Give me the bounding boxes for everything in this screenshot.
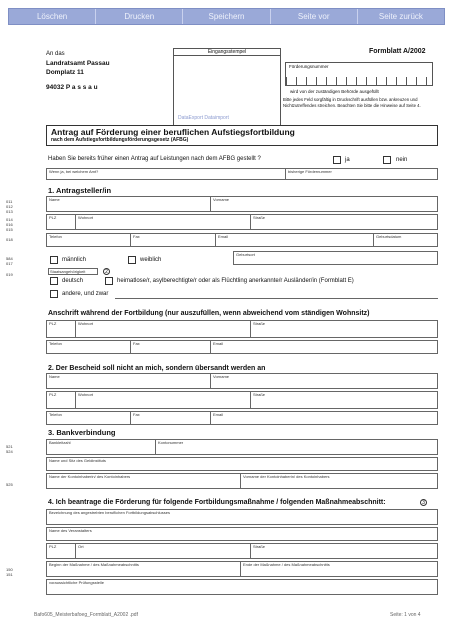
anschrift-telefon-label: Telefon: [49, 341, 62, 346]
anschrift-address-row[interactable]: [46, 320, 438, 338]
bankname-label: Name und Sitz des Geldinstituts: [49, 458, 106, 463]
bescheid-telefon-label: Telefon: [49, 412, 62, 417]
deutsch-checkbox[interactable]: [50, 277, 58, 285]
andere-label: andere, und zwar: [62, 291, 109, 297]
address-line-3: Domplatz 11: [46, 69, 84, 76]
bescheid-address-row[interactable]: [46, 391, 438, 409]
line-numbers-150: 150 151: [6, 567, 13, 577]
veranstalter-plz-label: PLZ: [49, 544, 57, 549]
section-1-heading: 1. Antragsteller/in: [48, 186, 112, 195]
strasse-label: Straße: [253, 215, 266, 220]
section-4-heading: 4. Ich beantrage die Förderung für folgende Fortbildungsmaßnahme / folgenden Maßnahmeabschnitt:: [48, 499, 386, 506]
bescheid-wohnort-label: Wohnort: [78, 392, 94, 397]
geburtsort-field[interactable]: [233, 251, 438, 265]
name-label: Name: [49, 197, 60, 202]
anschrift-wohnort-label: Wohnort: [78, 321, 94, 326]
bescheid-contact-row[interactable]: [46, 411, 438, 425]
nein-label: nein: [396, 157, 408, 163]
hinweis-3-icon: 3: [420, 499, 427, 506]
veranstalter-strasse-label: Straße: [253, 544, 266, 549]
bescheid-plz-label: PLZ: [49, 392, 57, 397]
amt-label: Wenn ja, bei welchem Amt?: [49, 169, 99, 174]
toolbar: [8, 8, 445, 25]
ende-label: Ende der Maßnahme / des Maßnahmeabschnitts: [243, 562, 330, 567]
section-2-heading: 2. Der Bescheid soll nicht an mich, sondern übersandt werden an: [48, 365, 266, 372]
anschrift-strasse-label: Straße: [253, 321, 266, 326]
bescheid-name-label: Name: [49, 374, 60, 379]
eingangsstempel-box: [173, 48, 281, 126]
heimatlos-label: heimatlose/r, asylberechtigte/r oder als Flüchtling anerkannte/r Ausländer/in (Formblatt E): [117, 278, 354, 284]
staatsangehoerigkeit-label: Staatsangehörigkeit: [50, 269, 86, 274]
line-numbers-525: 525: [6, 482, 13, 487]
line-numbers-011: 011 012 013: [6, 199, 13, 214]
hinweis-2-icon: 2: [103, 268, 110, 275]
kontoinhaber-name-label: Name der Kontoinhaberin/ des Kontoinhabers: [49, 474, 131, 479]
andere-checkbox[interactable]: [50, 290, 58, 298]
kontonummer-label: Kontonummer: [158, 440, 184, 445]
name-row[interactable]: [46, 196, 438, 212]
footer-page: Seite: 1 von 4: [390, 612, 421, 618]
fill-in-hint: Bitte jedes Feld sorgfältig in Druckschrift ausfüllen bzw. ankreuzen und Nichtzutreffendes streichen. Beachten Sie bitte die Hinweise auf Seite 4.: [283, 97, 421, 108]
anschrift-contact-row[interactable]: [46, 340, 438, 354]
seite-vor-button[interactable]: Seite vor: [271, 9, 358, 24]
bankleitzahl-label: Bankleitzahl: [49, 440, 71, 445]
footer-filename: Bafo605_Meisterbafoeg_Formblatt_A2002 .pdf: [34, 612, 138, 618]
veranstalter-ort-label: Ort: [78, 544, 84, 549]
address-row[interactable]: [46, 214, 438, 230]
address-line-1: An das: [46, 51, 65, 57]
line-numbers-014: 014 016 015: [6, 217, 13, 232]
bank-row[interactable]: [46, 439, 438, 455]
kontoinhaber-vorname-label: Vorname der Kontoinhaberin/ des Kontoinhabers: [243, 474, 330, 479]
veranstalter-address-row[interactable]: [46, 543, 438, 559]
anschrift-plz-label: PLZ: [49, 321, 57, 326]
drucken-button[interactable]: Drucken: [96, 9, 183, 24]
weiblich-checkbox[interactable]: [128, 256, 136, 264]
address-line-4: 94032 P a s s a u: [46, 84, 98, 91]
pruefungsstelle-label: voraussichtliche Prüfungsstelle: [49, 580, 104, 585]
recipient-address: [46, 50, 110, 92]
anschrift-fax-label: Fax: [133, 341, 140, 346]
foerderungsnummer-label: Förderungsnummer: [289, 64, 329, 69]
formblatt-label: Formblatt A/2002: [369, 48, 426, 55]
line-numbers-521: 521 524: [6, 444, 13, 454]
bescheid-email-label: Email: [213, 412, 224, 417]
form-title: Antrag auf Förderung einer beruflichen Aufstiegsfortbildung: [51, 127, 295, 137]
plz-label: PLZ: [49, 215, 57, 220]
maennlich-label: männlich: [62, 257, 87, 263]
foerderungsnummer-note: wird von der zuständigen Behörde ausgefüllt: [290, 89, 379, 94]
data-export-ghost-text: DataExport Dataimport: [178, 115, 229, 121]
heimatlos-checkbox[interactable]: [105, 277, 113, 285]
bezeichnung-label: Bezeichnung des angestrebten beruflichen Fortbildungsabschlusses: [49, 510, 170, 515]
line-numbers-019: 019: [6, 272, 13, 277]
loeschen-button[interactable]: Löschen: [9, 9, 96, 24]
bescheid-name-row[interactable]: [46, 373, 438, 389]
pruefungsstelle-row[interactable]: [46, 579, 438, 595]
speichern-button[interactable]: Speichern: [183, 9, 270, 24]
form-title-box: [46, 125, 438, 146]
veranstalter-row[interactable]: [46, 527, 438, 541]
fax-label: Fax: [133, 234, 140, 239]
foerderungsnummer-field[interactable]: [285, 62, 433, 86]
weiblich-label: weiblich: [140, 257, 162, 263]
bescheid-fax-label: Fax: [133, 412, 140, 417]
ja-label: ja: [345, 157, 350, 163]
previous-application-question: Haben Sie bereits früher einen Antrag auf Leistungen nach dem AFBG gestellt ?: [48, 156, 261, 162]
email-label: Email: [218, 234, 229, 239]
veranstalter-label: Name des Veranstalters: [49, 528, 92, 533]
seite-zurueck-button[interactable]: Seite zurück: [378, 12, 423, 21]
geburtsort-label: Geburtsort: [236, 252, 255, 257]
eingangsstempel-label: Eingangsstempel: [174, 49, 280, 56]
bescheid-strasse-label: Straße: [253, 392, 266, 397]
line-numbers-584: 584 017: [6, 256, 13, 266]
ja-checkbox[interactable]: [333, 156, 341, 164]
anschrift-email-label: Email: [213, 341, 224, 346]
bescheid-vorname-label: Vorname: [213, 374, 230, 379]
digit-boxes: [286, 77, 432, 85]
deutsch-label: deutsch: [62, 278, 84, 284]
section-3-heading: 3. Bankverbindung: [48, 428, 116, 437]
geburtsdatum-label: Geburtsdatum: [376, 234, 402, 239]
nein-checkbox[interactable]: [383, 156, 391, 164]
maennlich-checkbox[interactable]: [50, 256, 58, 264]
telefon-label: Telefon: [49, 234, 62, 239]
line-numbers-018: 018: [6, 237, 13, 242]
anschrift-heading: Anschrift während der Fortbildung (nur auszufüllen, wenn abweichend vom ständigen Wohnsitz): [48, 310, 370, 317]
amt-row: [46, 168, 438, 180]
wohnort-label: Wohnort: [78, 215, 94, 220]
form-subtitle: nach dem Aufstiegsfortbildungsförderungsgesetz (AFBG): [51, 137, 189, 143]
vorname-label: Vorname: [213, 197, 230, 202]
beginn-label: Beginn der Maßnahme / des Maßnahmeabschnitts: [49, 562, 139, 567]
address-line-2: Landratsamt Passau: [46, 60, 110, 67]
bisherige-nummer-label: bisherige Fördernummer: [288, 169, 332, 174]
